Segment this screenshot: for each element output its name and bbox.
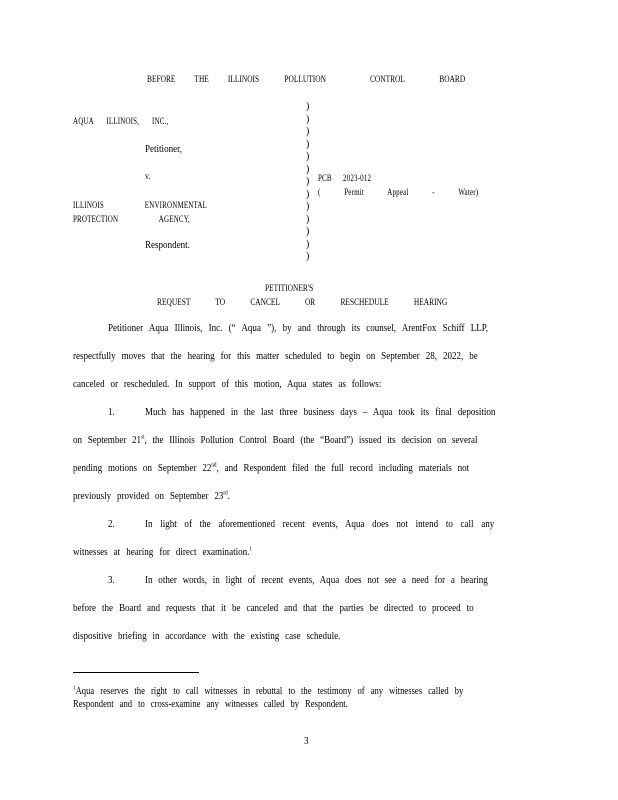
heading-word: BEFORE <box>147 75 176 85</box>
paren: ) <box>306 101 310 112</box>
footnote-marker: 1 <box>73 685 76 692</box>
paren: ) <box>306 163 310 175</box>
heading-word: THE <box>194 75 209 85</box>
ordinal-suffix: st <box>141 434 145 441</box>
paren: ) <box>306 238 310 250</box>
footnote-line: $^1$Aqua reserves the right to call witnesses in rebuttal to the testimony of any witnesses called by <box>73 685 464 697</box>
paragraph-line: pending motions on September 22nd, and Respondent filed the full record including materials not <box>73 462 470 474</box>
paragraph-line: In light of the aforementioned recent events, Aqua does not intend to call any <box>145 519 495 530</box>
heading-word: POLLUTION <box>284 75 326 85</box>
footnote-line: Respondent and to cross-examine any witnesses called by Respondent. <box>73 699 348 710</box>
paragraph-line: previously provided on September 23rd. <box>73 490 230 502</box>
petitioner-name: AQUA ILLINOIS, INC., <box>73 116 169 126</box>
paren: ) <box>306 251 310 262</box>
paragraph-line: In other words, in light of recent events, Aqua does not see a need for a hearing <box>145 575 488 586</box>
heading-word: ILLINOIS <box>227 75 260 85</box>
paren: ) <box>306 176 310 187</box>
document-title-line2: REQUEST TO CANCEL OR RESCHEDULE HEARING <box>157 298 448 308</box>
document-title-line1: PETITIONER'S <box>265 284 314 294</box>
intro-line: canceled or rescheduled. In support of this motion, Aqua states as follows: <box>73 379 382 390</box>
heading-word: CONTROL <box>369 75 405 85</box>
ordinal-suffix: nd <box>211 462 217 469</box>
paren: ) <box>306 151 310 162</box>
footnote-reference[interactable]: 1 <box>249 546 252 553</box>
petitioner-label: Petitioner, <box>145 144 183 155</box>
paren: ) <box>306 188 310 200</box>
case-type: ( Permit Appeal - Water) <box>318 187 479 197</box>
paragraph-number: 1. <box>108 407 115 418</box>
respondent-label: Respondent. <box>145 240 190 251</box>
paren: ) <box>306 213 310 225</box>
paren: ) <box>306 138 310 150</box>
page-number: 3 <box>304 736 309 747</box>
court-heading <box>147 75 465 85</box>
paren: ) <box>306 201 310 212</box>
paragraph-line: before the Board and requests that it be canceled and that the parties be directed to proceed to <box>73 603 474 614</box>
paragraph-number: 2. <box>108 519 115 530</box>
paragraph-line: on September 21st, the Illinois Pollution Control Board (the “Board”) issued its decision on several <box>73 434 478 446</box>
caption-parenthesis-column <box>306 101 309 264</box>
respondent-name-line1: ILLINOIS ENVIRONMENTAL <box>73 200 208 210</box>
footnote-separator <box>73 672 199 673</box>
paragraph-line: Much has happened in the last three business days – Aqua took its final deposition <box>145 407 496 418</box>
paragraph-line: dispositive briefing in accordance with the existing case schedule. <box>73 631 341 642</box>
paragraph-line: witnesses at hearing for direct examination.$^1$ <box>73 546 252 558</box>
ordinal-suffix: rd <box>223 490 228 497</box>
case-number: PCB 2023-012 <box>318 173 372 183</box>
respondent-name-line2: PROTECTION AGENCY, <box>73 214 190 224</box>
paragraph-number: 3. <box>108 575 115 586</box>
heading-word: BOARD <box>439 75 466 85</box>
paren: ) <box>306 113 310 125</box>
paren: ) <box>306 226 310 237</box>
paren: ) <box>306 126 310 137</box>
versus-label: v. <box>145 171 151 181</box>
intro-line: Petitioner Aqua Illinois, Inc. (“ Aqua ”), by and through its counsel, ArentFox Schiff LLP, <box>108 323 489 334</box>
intro-line: respectfully moves that the hearing for this matter scheduled to begin on September 28, 2022, be <box>73 351 478 362</box>
